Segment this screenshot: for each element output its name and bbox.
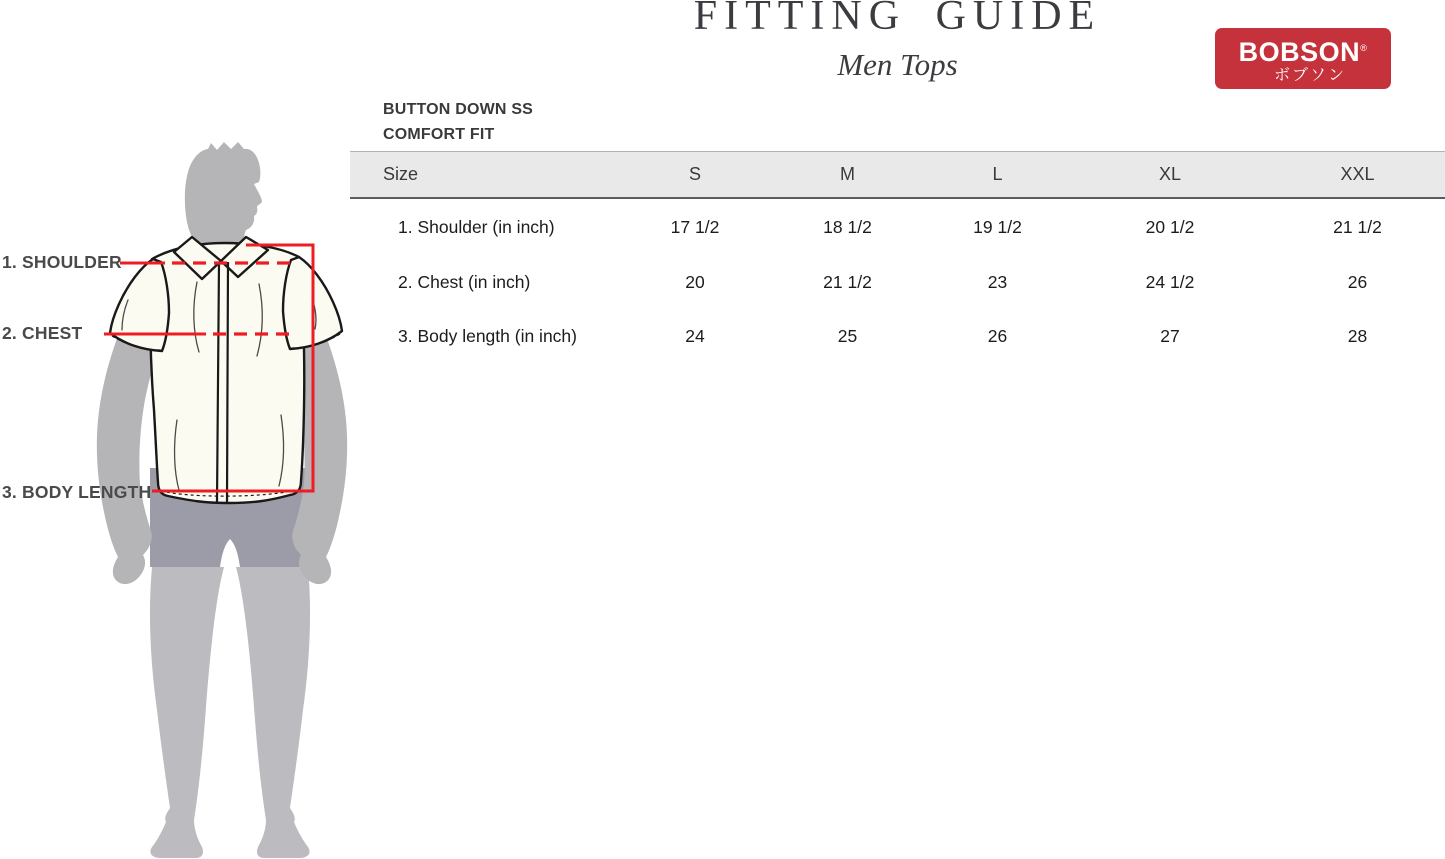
body-length-l: 26 [987, 326, 1008, 346]
body-length-m: 25 [837, 326, 858, 346]
registered-trademark-icon: ® [1360, 42, 1368, 53]
column-header-m: M [840, 163, 855, 184]
chest-l: 23 [987, 272, 1008, 292]
column-header-xxl: XXL [1340, 163, 1375, 184]
table-row-chest [350, 256, 1445, 310]
row-label-chest: 2. Chest (in inch) [398, 272, 531, 292]
product-heading [383, 97, 533, 147]
product-name: BUTTON DOWN SS [383, 101, 534, 118]
label-shoulder: 1. SHOULDER [2, 252, 122, 272]
row-label-body-length: 3. Body length (in inch) [398, 326, 577, 346]
bobson-logo [1215, 28, 1391, 89]
shoulder-m: 18 1/2 [823, 216, 872, 237]
chest-m: 21 1/2 [823, 272, 872, 292]
column-header-l: L [992, 163, 1003, 184]
chest-xxl: 26 [1347, 272, 1368, 292]
logo-brand-name: BOBSON [1238, 36, 1361, 67]
shoulder-s: 17 1/2 [670, 216, 720, 237]
body-length-xxl: 28 [1347, 326, 1368, 346]
product-fit: COMFORT FIT [383, 126, 495, 143]
table-row-shoulder [350, 198, 1445, 256]
silhouette-legs [150, 567, 310, 858]
label-body-length: 3. BODY LENGTH [2, 482, 152, 502]
chest-xl: 24 1/2 [1145, 272, 1195, 292]
body-length-xl: 27 [1160, 326, 1180, 346]
table-row-body-length [350, 310, 1445, 364]
row-label-shoulder: 1. Shoulder (in inch) [398, 216, 555, 237]
logo-brand-japanese: ボブソン [1273, 66, 1346, 84]
page-title: FITTING GUIDE [693, 0, 1102, 39]
size-table-header-row [350, 152, 1445, 198]
body-length-s: 24 [685, 326, 705, 346]
size-table [350, 151, 1445, 364]
shoulder-l: 19 1/2 [973, 216, 1022, 237]
page-subtitle: Men Tops [837, 47, 958, 82]
shoulder-xxl: 21 1/2 [1333, 216, 1382, 237]
column-header-size: Size [383, 163, 419, 184]
measurement-diagram [0, 0, 360, 859]
label-chest: 2. CHEST [2, 323, 83, 343]
logo-brand-text [1215, 35, 1391, 66]
shoulder-xl: 20 1/2 [1145, 216, 1195, 237]
column-header-xl: XL [1158, 163, 1182, 184]
chest-s: 20 [685, 272, 705, 292]
column-header-s: S [688, 163, 701, 184]
size-table-container [350, 151, 1445, 364]
